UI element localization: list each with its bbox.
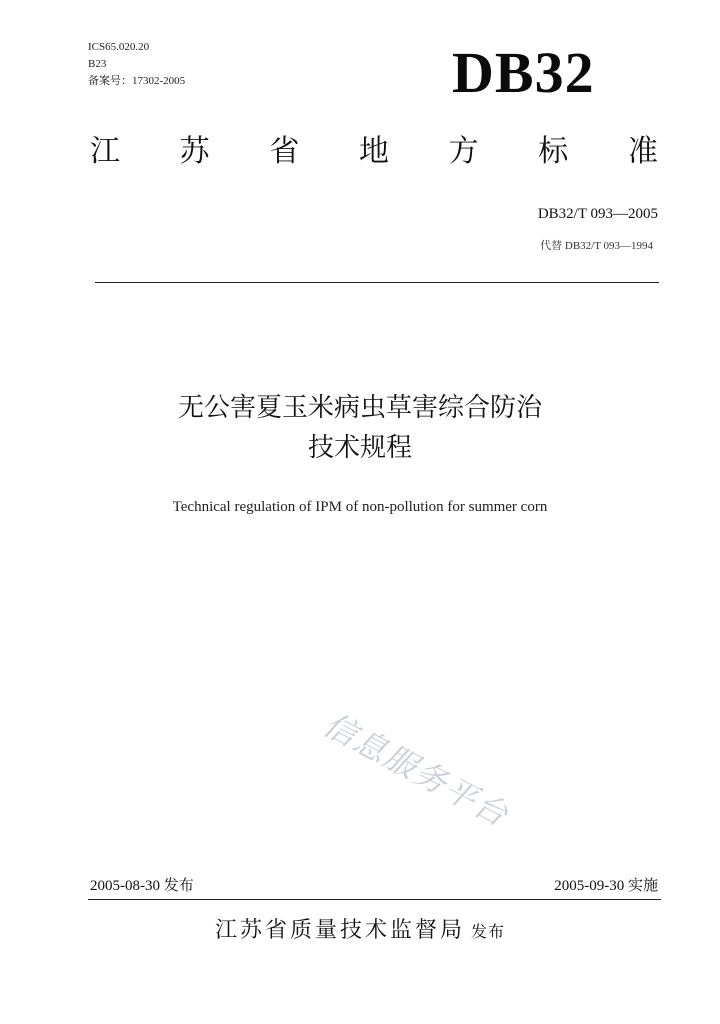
document-title	[60, 388, 660, 468]
standard-type-char: 方	[448, 134, 479, 169]
title-line-1: 无公害夏玉米病虫草害综合防治	[177, 393, 542, 423]
replaces-note: 代替 DB32/T 093—1994	[540, 240, 653, 252]
watermark: 信息服务平台	[317, 705, 516, 835]
record-number: 备案号：17302-2005	[88, 75, 186, 87]
standard-logo: DB32	[452, 40, 595, 105]
standard-type-heading	[90, 130, 658, 174]
standard-number: DB32/T 093—2005	[537, 206, 658, 222]
title-line-2: 技术规程	[307, 433, 412, 463]
standard-type-char: 江	[90, 134, 120, 169]
issue-date: 2005-08-30 发布	[90, 878, 194, 894]
standard-type-char: 准	[627, 134, 658, 169]
standard-type-char: 标	[538, 134, 569, 169]
publisher-name: 江苏省质量技术监督局	[214, 918, 465, 943]
bottom-divider	[88, 899, 661, 900]
ccs-code: B23	[88, 58, 107, 70]
implementation-date: 2005-09-30 实施	[554, 878, 658, 894]
publisher-suffix: 发布	[471, 922, 506, 941]
publisher-line	[60, 914, 660, 949]
standard-type-char: 地	[358, 134, 389, 169]
classification-codes	[88, 39, 185, 90]
ics-code: ICS65.020.20	[88, 41, 150, 53]
standard-type-char: 省	[269, 134, 300, 169]
top-divider	[95, 282, 659, 283]
standard-type-char: 苏	[179, 134, 210, 169]
english-title: Technical regulation of IPM of non-pollution for summer corn	[172, 499, 548, 515]
